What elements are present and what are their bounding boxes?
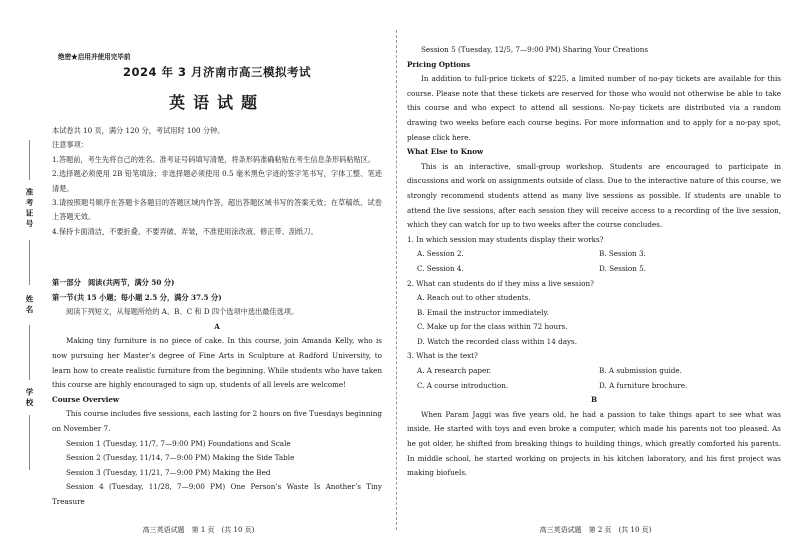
answer-option: D. Session 5. bbox=[599, 263, 647, 273]
answer-option: A. Reach out to other students. bbox=[417, 293, 531, 303]
session-item: Session 3 (Tuesday, 11/21, 7—9:00 PM) Making the Bed bbox=[66, 467, 271, 477]
note-item: 2.选择题必须使用 2B 铅笔填涂；非选择题必须使用 0.5 毫米黑色字迹的签字笔书写，字体工整、笔迹清楚。 bbox=[52, 169, 382, 193]
options-row bbox=[407, 247, 781, 262]
question-stem: 2. What can students do if they miss a live session? bbox=[407, 278, 594, 288]
answer-option: A. Session 2. bbox=[417, 249, 464, 259]
answer-option: C. Session 4. bbox=[417, 263, 464, 273]
student-info-margin bbox=[0, 140, 42, 540]
session-item: Session 2 (Tuesday, 11/14, 7—9:00 PM) Making the Side Table bbox=[66, 453, 295, 463]
reading-section bbox=[52, 276, 382, 510]
page-footer: 高三英语试题 第 1 页 (共 10 页) bbox=[142, 526, 255, 534]
question-stem: 1. In which session may students display their works? bbox=[407, 234, 604, 244]
instructions-block bbox=[52, 124, 382, 239]
margin-label-school: 学校 bbox=[25, 388, 34, 409]
question-stem: 3. What is the text? bbox=[407, 351, 478, 361]
answer-option: B. A submission guide. bbox=[599, 366, 682, 376]
confidential-mark: 绝密★启用并使用完毕前 bbox=[58, 53, 131, 61]
margin-line bbox=[29, 240, 30, 285]
options-row bbox=[407, 379, 781, 394]
passage-label: A bbox=[214, 321, 220, 331]
right-content bbox=[407, 43, 781, 481]
else-text: This is an interactive, small-group workshop. Students are encouraged to participate in discussions and work on assignments outside of class. Due to the interactive nature of this course, we strongly recommend students attend as many live sessions as possible. If students are unable to attend the live sessions, after each session they will receive access to a recording of the live session, which they can watch for up to two weeks after the course concludes. bbox=[407, 161, 781, 230]
answer-option: C. A course introduction. bbox=[417, 380, 509, 390]
else-heading: What Else to Know bbox=[407, 147, 484, 157]
section-instructions: 阅读下列短文，从每题所给的 A、B、C 和 D 四个选项中选出最佳选项。 bbox=[66, 307, 299, 317]
answer-option: C. Make up for the class within 72 hours. bbox=[417, 322, 568, 332]
pricing-text: In addition to full-price tickets of $225, a limited number of no-pay tickets are available for this course. Please note that these tickets are reserved for those who would not otherwise be able to take this course and who expect to attend all sessions. No-pay tickets are distributed via a random drawing two weeks before each course begins. For more information and to apply for a no-pay spot, please click here. bbox=[407, 74, 781, 142]
margin-label-exam-number: 准考证号 bbox=[25, 188, 34, 230]
margin-line bbox=[29, 415, 30, 470]
passage-paragraph: When Param Jaggi was five years old, he had a passion to take things apart to see what was inside. He started with toys and even broke a computer, which made his parents not too pleased. As he got older, he shifted from breaking things to building things, which greatly comforted his parents. In middle school, he started working on projects in his kitchen laboratory, and his first project was making biofuels. bbox=[407, 409, 781, 478]
margin-line bbox=[29, 325, 30, 380]
course-overview-heading: Course Overview bbox=[52, 394, 120, 404]
margin-line bbox=[29, 140, 30, 180]
exam-title: 2024 年 3 月济南市高三模拟考试 bbox=[122, 65, 312, 79]
right-page bbox=[397, 0, 794, 550]
note-item: 4.保持卡面清洁，不要折叠、不要弄破、弄皱，不准使用涂改液、修正带、刮纸刀。 bbox=[52, 226, 318, 236]
section-heading: 第一节(共 15 小题；每小题 2.5 分，满分 37.5 分) bbox=[52, 292, 222, 302]
session-item: Session 5 (Tuesday, 12/5, 7—9:00 PM) Sharing Your Creations bbox=[421, 45, 649, 54]
course-overview-text: This course includes five sessions, each lasting for 2 hours on five Tuesdays beginning on November 7. bbox=[52, 409, 382, 433]
answer-option: D. A furniture brochure. bbox=[599, 380, 688, 390]
session-item: Session 4 (Tuesday, 11/28, 7—9:00 PM) One Person’s Waste Is Another’s Tiny Treasure bbox=[52, 482, 382, 506]
notes-heading: 注意事项： bbox=[52, 140, 88, 150]
options-row bbox=[407, 364, 781, 379]
answer-option: B. Session 3. bbox=[599, 249, 646, 259]
note-item: 3.请按照题号顺序在答题卡各题目的答题区域内作答，超出答题区域书写的答案无效；在草稿纸、试卷上答题无效。 bbox=[52, 198, 382, 222]
note-item: 1.答题前，考生先将自己的姓名、准考证号码填写清楚，将条形码准确粘贴在考生信息条形码粘贴区。 bbox=[52, 154, 376, 164]
session-item: Session 1 (Tuesday, 11/7, 7—9:00 PM) Foundations and Scale bbox=[66, 438, 291, 448]
page-footer: 高三英语试题 第 2 页 (共 10 页) bbox=[539, 526, 652, 534]
passage-paragraph: Making tiny furniture is no piece of cake. In this course, join Amanda Kelly, who is now pursuing her Master’s degree of Fine Arts in Sculpture at Radford University, to learn how to create realistic furniture from the beginning. While students who have taken this course are highly encouraged to sign up, students of all levels are welcome! bbox=[52, 336, 382, 390]
part-heading: 第一部分 阅读(共两节，满分 50 分) bbox=[52, 278, 175, 287]
exam-intro: 本试卷共 10 页，满分 120 分，考试用时 100 分钟。 bbox=[52, 126, 225, 135]
passage-label: B bbox=[590, 395, 598, 405]
subject-title: 英语试题 bbox=[168, 93, 265, 112]
answer-option: B. Email the instructor immediately. bbox=[417, 307, 549, 317]
answer-option: A. A research paper. bbox=[417, 366, 492, 376]
margin-label-name: 姓名 bbox=[25, 295, 34, 316]
pricing-heading: Pricing Options bbox=[407, 59, 471, 69]
answer-option: D. Watch the recorded class within 14 days. bbox=[417, 336, 578, 346]
options-row bbox=[407, 262, 781, 277]
